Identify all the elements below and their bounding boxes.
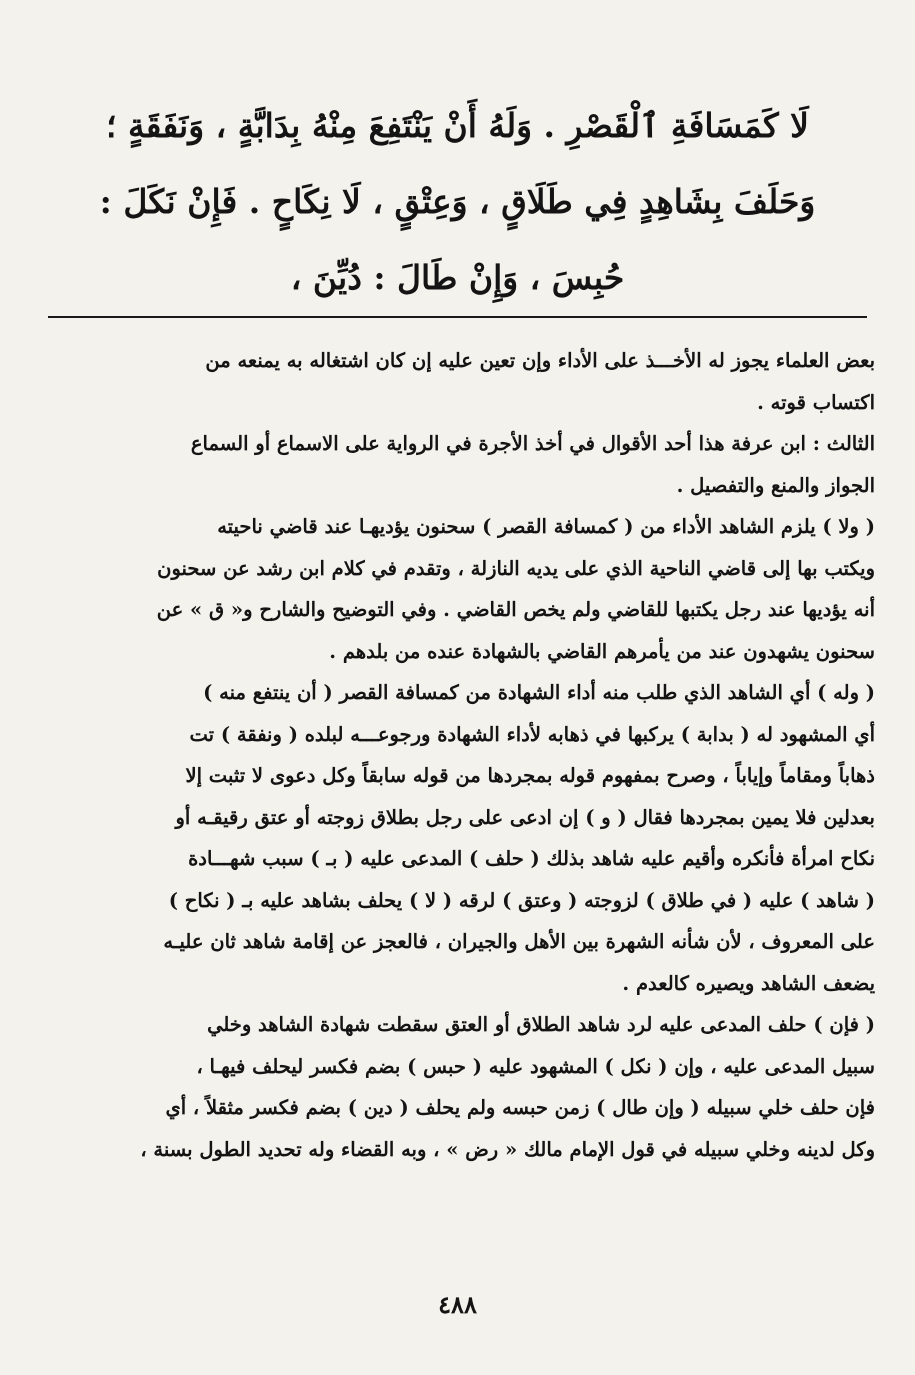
commentary-line: سحنون يشهدون عند من يأمرهم القاضي بالشهادة عنده من بلدهم .	[329, 639, 875, 663]
commentary-line: ذهاباً ومقاماً وإياباً ، وصرح بمفهوم قوله بمجردها من قوله سابقاً وكل دعوى لا تثبت إلا	[185, 764, 875, 787]
commentary-line: ( ولا ) يلزم الشاهد الأداء من ( كمسافة القصر ) سحنون يؤديهـا عند قاضي ناحيته	[217, 515, 875, 538]
commentary-line: ( وله ) أي الشاهد الذي طلب منه أداء الشهادة من كمسافة القصر ( أن ينتفع منه )	[203, 681, 875, 704]
commentary-text-block	[48, 340, 875, 1170]
commentary-line: نكاح امرأة فأنكره وأقيم عليه شاهد بذلك ( حلف ) المدعى عليه ( بـ ) سبب شهـــادة	[188, 847, 875, 870]
commentary-line: فإن حلف خلي سبيله ( وإن طال ) زمن حبسه ولم يحلف ( دين ) بضم فكسر مثقلاً ، أي	[165, 1096, 875, 1119]
matn-line: حُبِسَ ، وَإِنْ طَالَ : دُيِّنَ ،	[290, 258, 625, 297]
commentary-line: على المعروف ، لأن شأنه الشهرة بين الأهل والجيران ، فالعجز عن إقامة شاهد ثان عليـه	[163, 930, 875, 953]
commentary-line: يضعف الشاهد ويصيره كالعدم .	[622, 971, 875, 995]
matn-text-block	[60, 88, 855, 316]
commentary-line: أي المشهود له ( بدابة ) يركبها في ذهابه لأداء الشهادة ورجوعـــه لبلده ( ونفقة ) تت	[189, 722, 875, 746]
page-number: ٤٨٨	[438, 1290, 477, 1319]
commentary-line: أنه يؤديها عند رجل يكتبها للقاضي ولم يخص القاضي . وفي التوضيح والشارح و« ق » عن	[156, 598, 875, 621]
matn-line: لَا كَمَسَافَةِ ٱلْقَصْرِ . وَلَهُ أَنْ يَنْتَفِعَ مِنْهُ بِدَابَّةٍ ، وَنَفَقَةٍ ؛	[105, 106, 809, 145]
commentary-line: بعدلين فلا يمين بمجردها فقال ( و ) إن ادعى على رجل بطلاق زوجته أو عتق رقيقـه أو	[175, 805, 875, 829]
commentary-line: الجواز والمنع والتفصيل .	[676, 473, 875, 497]
commentary-line: ( شاهد ) عليه ( في طلاق ) لزوجته ( وعتق ) لرقه ( لا ) يحلف بشاهد عليه بـ ( نكاح )	[168, 888, 875, 912]
commentary-line: بعض العلماء يجوز له الأخـــذ على الأداء وإن تعين عليه إن كان اشتغاله به يمنعه من	[205, 349, 875, 372]
commentary-line: ( فإن ) حلف المدعى عليه لرد شاهد الطلاق أو العتق سقطت شهادة الشاهد وخلي	[207, 1013, 875, 1036]
commentary-line: وكل لدينه وخلي سبيله في قول الإمام مالك « رض » ، وبه القضاء وله تحديد الطول بسنة ،	[140, 1137, 875, 1161]
commentary-line: الثالث : ابن عرفة هذا أحد الأقوال في أخذ الأجرة في الرواية على الاسماع أو السماع	[190, 432, 875, 455]
commentary-line: سبيل المدعى عليه ، وإن ( نكل ) المشهود عليه ( حبس ) بضم فكسر ليحلف فيهـا ،	[196, 1054, 875, 1078]
matn-line: وَحَلَفَ بِشَاهِدٍ فِي طَلَاقٍ ، وَعِتْقٍ ، لَا نِكَاحٍ . فَإِنْ نَكَلَ :	[99, 182, 816, 221]
commentary-line: ويكتب بها إلى قاضي الناحية الذي على يديه النازلة ، وتقدم في كلام ابن رشد عن سحنون	[157, 556, 875, 580]
separator-rule	[48, 316, 867, 318]
commentary-line: اكتساب قوته .	[757, 390, 875, 414]
